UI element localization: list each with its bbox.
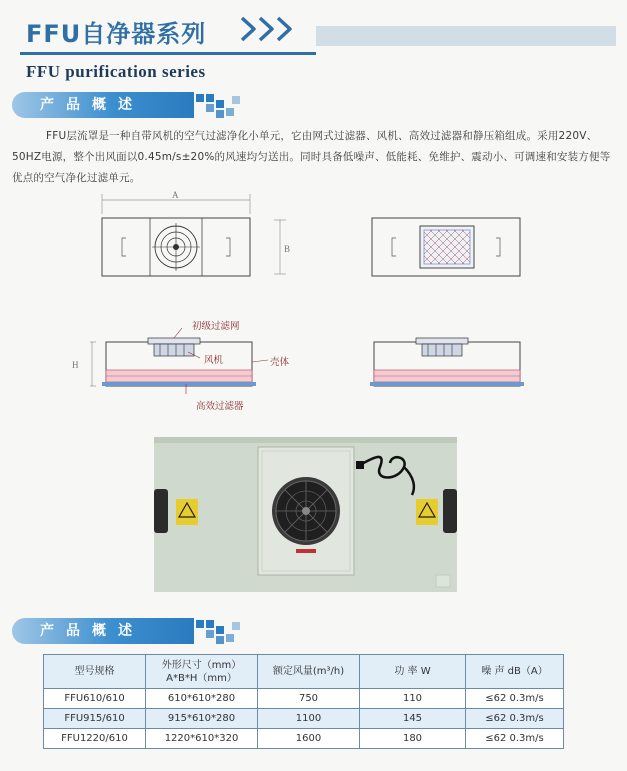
banner-mosaic-decoration: [196, 92, 240, 118]
intro-paragraph: FFU层流罩是一种自带风机的空气过滤净化小单元，它由网式过滤器、风机、高效过滤器和静压箱组成。采用220V、50HZ电源，整个出风面以0.45m/s±20%的风速均匀送出。同时具备低噪声、低能耗、免维护、震动小、可调速和安装方便等优点的空气净化过滤单元。: [12, 130, 611, 184]
table-cell: 915*610*280: [146, 709, 258, 729]
table-header-airflow: 额定风量(m³/h): [258, 655, 360, 689]
chevron-right-icon: [238, 12, 302, 46]
fan-icon: [272, 477, 340, 545]
table-cell: 145: [360, 709, 466, 729]
table-cell: 610*610*280: [146, 689, 258, 709]
ffu-unit-illustration: [154, 437, 457, 592]
dimension-label-b: B: [284, 244, 291, 254]
header-watermark: [316, 18, 616, 54]
table-cell: 180: [360, 729, 466, 749]
callout-housing: 壳体: [270, 357, 290, 368]
table-cell: FFU610/610: [44, 689, 146, 709]
warning-label-icon: [176, 499, 198, 525]
page-subtitle: FFU purification series: [26, 62, 206, 81]
table-header-dimensions: [146, 655, 258, 689]
spec-table: [43, 654, 564, 749]
callout-primary-filter: 初级过滤网: [192, 321, 240, 332]
table-cell: 1100: [258, 709, 360, 729]
dimension-label-a: A: [172, 190, 179, 200]
table-cell: ≤62 0.3m/s: [466, 729, 564, 749]
section-banner-overview: [12, 92, 194, 118]
product-photo: [154, 437, 457, 592]
ffu-technical-drawing: [90, 186, 530, 416]
table-header-power: 功 率 W: [360, 655, 466, 689]
table-cell: 750: [258, 689, 360, 709]
section-banner-label: 产品概述: [40, 97, 144, 113]
table-cell: ≤62 0.3m/s: [466, 689, 564, 709]
table-header-noise: 噪 声 dB（A）: [466, 655, 564, 689]
banner-mosaic-decoration: [196, 618, 240, 644]
table-cell: ≤62 0.3m/s: [466, 709, 564, 729]
table-header-model: 型号规格: [44, 655, 146, 689]
table-row: [44, 689, 564, 709]
section-banner-label: 产品概述: [40, 623, 144, 639]
title-underline: [20, 52, 316, 55]
callout-fan: 风机: [204, 355, 224, 366]
table-row: [44, 729, 564, 749]
dimension-label-h: H: [72, 360, 79, 370]
table-cell: 1600: [258, 729, 360, 749]
callout-hepa-filter: 高效过滤器: [196, 401, 244, 412]
table-cell: FFU915/610: [44, 709, 146, 729]
table-cell: FFU1220/610: [44, 729, 146, 749]
table-cell: 1220*610*320: [146, 729, 258, 749]
section-banner-specs: [12, 618, 194, 644]
table-header-dimensions-text: 外形尺寸（mm） A*B*H（mm）: [161, 659, 242, 684]
table-header-row: [44, 655, 564, 689]
table-row: [44, 709, 564, 729]
page-title: FFU自净器系列: [26, 20, 207, 48]
table-cell: 110: [360, 689, 466, 709]
